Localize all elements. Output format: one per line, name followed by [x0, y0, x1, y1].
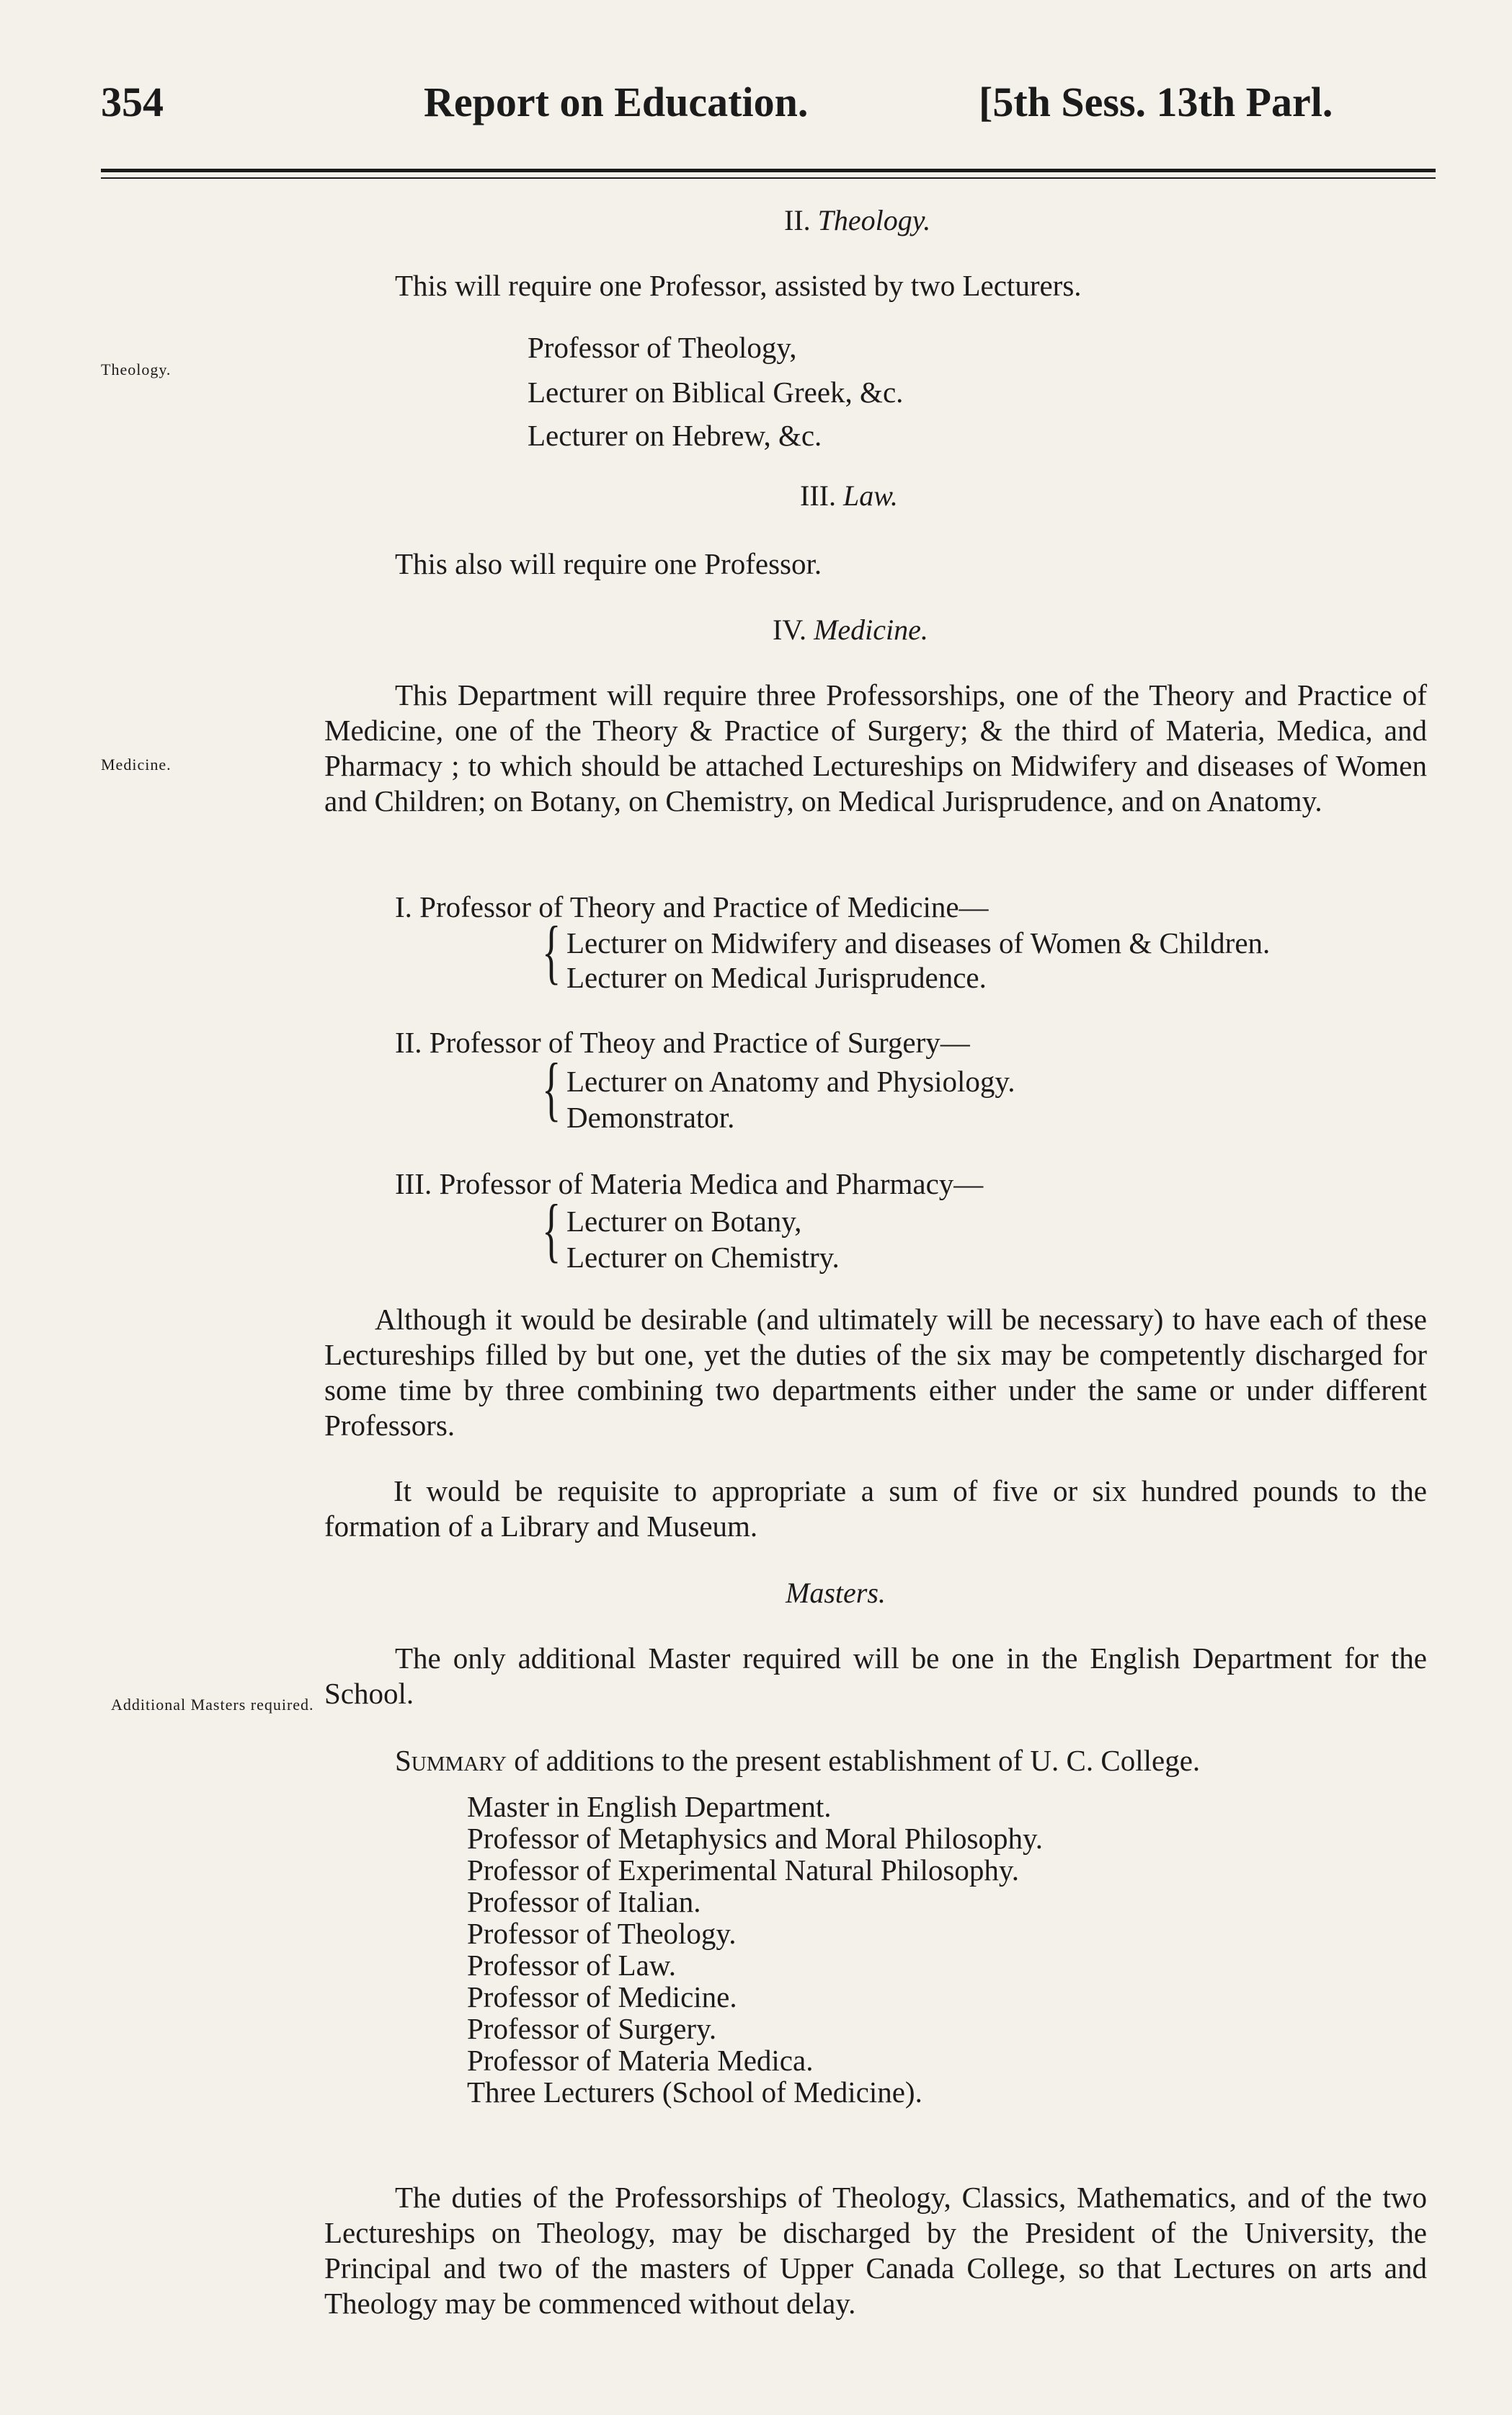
lecturer-item: Lecturer on Medical Jurisprudence.: [566, 961, 987, 994]
summary-heading: [395, 1743, 1200, 1778]
position-item: Lecturer on Biblical Greek, &c.: [528, 376, 904, 409]
summary-label: Summary: [395, 1744, 507, 1777]
summary-list: [467, 1791, 1043, 2108]
section-heading-medicine: [773, 613, 928, 647]
brace-mark: {: [542, 1048, 561, 1128]
list-item: Professor of Theology.: [467, 1917, 737, 1950]
list-item: Professor of Italian.: [467, 1885, 701, 1918]
lecturer-item: Demonstrator.: [566, 1101, 735, 1134]
list-item: Master in English Department.: [467, 1790, 832, 1823]
side-note-theology: Theology.: [101, 360, 172, 378]
brace-mark: {: [542, 1189, 561, 1269]
section-heading-law: [800, 479, 898, 513]
list-item: Three Lecturers (School of Medicine).: [467, 2075, 922, 2109]
section-heading-masters: [786, 1576, 886, 1610]
lecturer-item: Lecturer on Botany,: [566, 1205, 802, 1238]
list-item: Professor of Surgery.: [467, 2012, 717, 2045]
list-item: Professor of Law.: [467, 1949, 676, 1982]
brace-mark: {: [542, 911, 561, 991]
page-number: 354: [101, 79, 164, 125]
medicine-intro: This Department will require three Professorships, one of the Theory and Practice of Medicine, one of the Theory & Practice of Surgery; & the third of Materia, Medica, and Pharmacy ; to which should be attached Lectureships on Midwifery and diseases of Women and Children; on Botany, on Chemistry, on Medical Jurisprudence, and on Anatomy.: [324, 678, 1427, 817]
masters-text: The only additional Master required will be one in the English Department for the School.: [324, 1641, 1427, 1710]
closing-paragraph: The duties of the Professorships of Theology, Classics, Mathematics, and of the two Lectureships on Theology, may be discharged by the President of the University, the Principal and two of the masters of Upper Canada College, so that Lectures on arts and Theology may be commenced without delay.: [324, 2181, 1427, 2320]
position-item: Professor of Theology,: [528, 331, 797, 364]
law-intro: This also will require one Professor.: [395, 547, 822, 580]
summary-rest: of additions to the present establishment of U. C. College.: [506, 1744, 1201, 1777]
running-title: Report on Education.: [424, 79, 809, 125]
lecturer-item: Lecturer on Chemistry.: [566, 1241, 840, 1274]
theology-intro: This will require one Professor, assisted by two Lecturers.: [395, 269, 1082, 302]
heading-name: Masters.: [786, 1577, 886, 1609]
library-note: It would be requisite to appropriate a sum of five or six hundred pounds to the formation of a Library and Museum.: [324, 1474, 1427, 1543]
side-note-additional-masters: Additional Masters required.: [111, 1696, 314, 1714]
heading-number: IV.: [773, 613, 807, 646]
list-item: Professor of Metaphysics and Moral Philosophy.: [467, 1822, 1044, 1855]
professorship-title: I. Professor of Theory and Practice of Medicine—: [395, 890, 989, 923]
section-heading-theology: [784, 203, 930, 237]
side-note-medicine: Medicine.: [101, 755, 172, 774]
header-rule: [101, 169, 1436, 172]
professorship-title: II. Professor of Theoy and Practice of Surgery—: [395, 1026, 970, 1059]
list-item: Professor of Experimental Natural Philosophy.: [467, 1853, 1019, 1887]
lecturer-item: Lecturer on Midwifery and diseases of Women & Children.: [566, 926, 1271, 960]
heading-number: II.: [784, 204, 811, 236]
lecturer-item: Lecturer on Anatomy and Physiology.: [566, 1065, 1015, 1098]
heading-number: III.: [800, 479, 836, 512]
heading-name: Law.: [842, 479, 898, 512]
list-item: Professor of Materia Medica.: [467, 2044, 814, 2077]
heading-name: Medicine.: [814, 613, 928, 646]
heading-name: Theology.: [817, 204, 931, 236]
list-item: Professor of Medicine.: [467, 1980, 737, 2013]
professorship-title: III. Professor of Materia Medica and Pharmacy—: [395, 1167, 984, 1200]
header-rule-thin: [101, 177, 1436, 179]
session-label: [5th Sess. 13th Parl.: [979, 79, 1333, 125]
lectureships-note: Although it would be desirable (and ultimately will be necessary) to have each of these Lectureships filled by but one, yet the duties of the six may be competently discharged for some time by three combining two departments either under the same or under different Professors.: [324, 1303, 1427, 1442]
position-item: Lecturer on Hebrew, &c.: [528, 419, 822, 452]
